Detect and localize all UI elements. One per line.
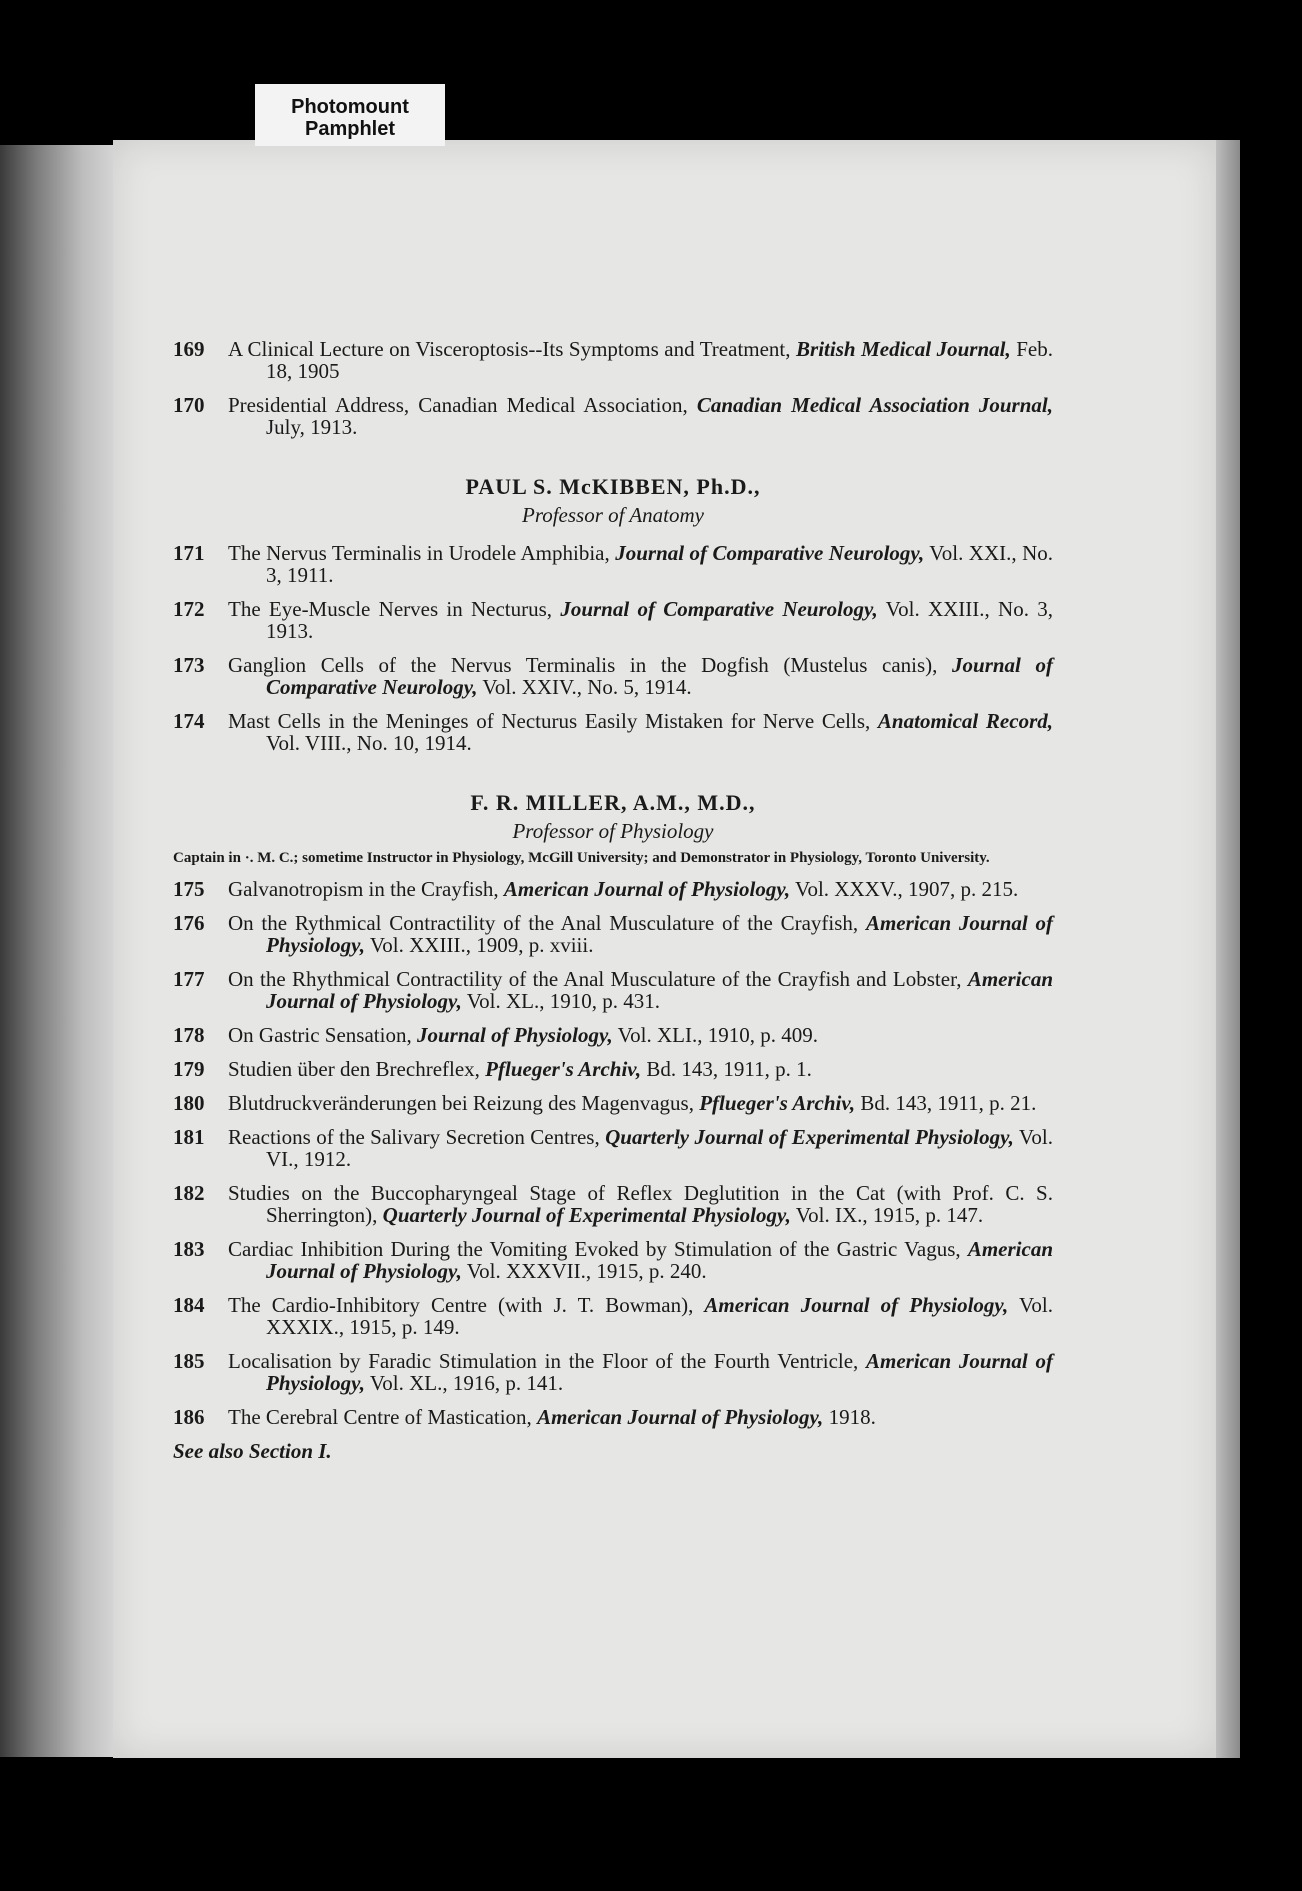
entry-title: Reactions of the Salivary Secretion Centres, [228, 1125, 606, 1149]
author-heading-miller: F. R. MILLER, A.M., M.D., [470, 790, 756, 815]
photomount-label [255, 84, 445, 146]
entry-text [228, 598, 1053, 642]
entry-number: 177 [173, 967, 205, 991]
entry-text [228, 542, 1053, 586]
entry-journal: American Journal of Physiology, [503, 877, 791, 901]
entry-number: 185 [173, 1349, 205, 1373]
entry-text [228, 912, 1053, 956]
entry-number: 172 [173, 597, 205, 621]
entry-journal: American Journal of Physiology, [537, 1405, 824, 1429]
entry-journal: Quarterly Journal of Experimental Physiology, [382, 1203, 791, 1227]
entry-title: Blutdruckveränderungen bei Reizung des Magenvagus, [228, 1091, 700, 1115]
label-line-2: Pamphlet [304, 118, 396, 140]
entry-journal: Canadian Medical Association Journal, [696, 393, 1053, 417]
entry-text [228, 1406, 1053, 1428]
entry-text [228, 1350, 1053, 1394]
entry-title: Cardiac Inhibition During the Vomiting Evoked by Stimulation of the Gastric Vagus, [228, 1237, 968, 1261]
entry-citation: Feb. 18, 1905 [266, 337, 1054, 383]
entry-text [228, 710, 1053, 754]
publication-entry [173, 1126, 1053, 1170]
entry-text [228, 1294, 1053, 1338]
publication-list [173, 338, 1053, 1462]
entry-journal: Pflueger's Archiv, [699, 1091, 856, 1115]
publication-entry [173, 542, 1053, 586]
publication-entry [173, 1182, 1053, 1226]
entry-title: On Gastric Sensation, [228, 1023, 417, 1047]
publication-entry [173, 710, 1053, 754]
entries-mckibben [173, 542, 1053, 754]
publication-entry [173, 1238, 1053, 1282]
entry-text [228, 1092, 1053, 1114]
entry-journal: Journal of Comparative Neurology, [560, 597, 878, 621]
publication-entry [173, 912, 1053, 956]
entry-number: 178 [173, 1023, 205, 1047]
publication-entry [173, 338, 1053, 382]
publication-entry [173, 1406, 1053, 1428]
entry-title: The Eye-Muscle Nerves in Necturus, [228, 597, 561, 621]
publication-entry [173, 654, 1053, 698]
entry-title: On the Rythmical Contractility of the Anal Musculature of the Crayfish, [228, 911, 866, 935]
entry-text [228, 968, 1053, 1012]
entry-journal: American Journal of Physiology, [266, 1349, 1053, 1395]
entry-journal: American Journal of Physiology, [266, 967, 1053, 1013]
entry-number: 169 [173, 337, 205, 361]
entry-title: Ganglion Cells of the Nervus Terminalis in the Dogfish (Mustelus canis), [228, 653, 953, 677]
see-also-note: See also Section I. [173, 1439, 332, 1463]
entry-citation: Vol. XXIII., No. 3, 1913. [266, 597, 1053, 643]
entry-citation: Vol. XXXIX., 1915, p. 149. [266, 1293, 1053, 1339]
entry-journal: American Journal of Physiology, [704, 1293, 1009, 1317]
entry-title: Mast Cells in the Meninges of Necturus Easily Mistaken for Nerve Cells, [228, 709, 878, 733]
entry-citation: Vol. IX., 1915, p. 147. [790, 1203, 984, 1227]
left-page-edge [0, 145, 118, 1757]
entry-citation: Vol. XL., 1910, p. 431. [461, 989, 660, 1013]
entry-journal: Journal of Physiology, [416, 1023, 613, 1047]
entry-journal: Anatomical Record, [877, 709, 1053, 733]
author-title-miller: Professor of Physiology [512, 819, 714, 843]
entry-journal: British Medical Journal, [796, 337, 1011, 361]
publication-entry [173, 968, 1053, 1012]
entry-citation: Vol. XL., 1916, p. 141. [364, 1371, 564, 1395]
entry-text [228, 1182, 1053, 1226]
publication-entry [173, 1058, 1053, 1080]
entry-text [228, 338, 1053, 382]
entry-number: 171 [173, 541, 205, 565]
publication-entry [173, 1092, 1053, 1114]
entry-journal: Quarterly Journal of Experimental Physiology, [605, 1125, 1014, 1149]
entry-number: 186 [173, 1405, 205, 1429]
publication-entry [173, 394, 1053, 438]
entry-number: 184 [173, 1293, 205, 1317]
entry-number: 176 [173, 911, 205, 935]
entry-number: 174 [173, 709, 205, 733]
right-page-edge [1216, 140, 1240, 1758]
entry-title: The Cardio-Inhibitory Centre (with J. T. Bowman), [228, 1293, 705, 1317]
entry-citation: Vol. VI., 1912. [266, 1125, 1053, 1171]
entry-title: Localisation by Faradic Stimulation in the Floor of the Fourth Ventricle, [228, 1349, 867, 1373]
entry-number: 173 [173, 653, 205, 677]
entry-title: A Clinical Lecture on Visceroptosis--Its Symptoms and Treatment, [228, 337, 797, 361]
entry-citation: July, 1913. [266, 415, 358, 439]
entry-number: 175 [173, 877, 205, 901]
entry-journal: Pflueger's Archiv, [485, 1057, 642, 1081]
entry-title: On the Rhythmical Contractility of the Anal Musculature of the Crayfish and Lobster, [228, 967, 968, 991]
entry-text [228, 654, 1053, 698]
entry-text [228, 1024, 1053, 1046]
publication-entry [173, 1350, 1053, 1394]
author-title-mckibben: Professor of Anatomy [522, 503, 704, 527]
entry-title: Galvanotropism in the Crayfish, [228, 877, 504, 901]
entry-text [228, 878, 1053, 900]
entry-citation: Vol. XXI., No. 3, 1911. [266, 541, 1054, 587]
entry-number: 179 [173, 1057, 205, 1081]
entry-citation: Vol. XXIV., No. 5, 1914. [477, 675, 692, 699]
entry-journal: Journal of Comparative Neurology, [266, 653, 1054, 699]
entry-journal: Journal of Comparative Neurology, [615, 541, 925, 565]
entry-title: Studien über den Brechreflex, [228, 1057, 486, 1081]
entry-text [228, 1238, 1053, 1282]
entry-citation: Vol. XLI., 1910, p. 409. [612, 1023, 818, 1047]
entry-journal: American Journal of Physiology, [266, 911, 1053, 957]
entries-miller [173, 878, 1053, 1428]
entry-number: 170 [173, 393, 205, 417]
entries-top [173, 338, 1053, 438]
entry-number: 182 [173, 1181, 205, 1205]
entry-number: 183 [173, 1237, 205, 1261]
entry-citation: Bd. 143, 1911, p. 21. [855, 1091, 1037, 1115]
entry-text [228, 1126, 1053, 1170]
entry-citation: Vol. XXIII., 1909, p. xviii. [364, 933, 594, 957]
author-note-miller: Captain in ·. M. C.; sometime Instructor in Physiology, McGill University; and Demonstrator in Physiology, Toronto University. [173, 850, 990, 866]
entry-citation: Vol. XXXVII., 1915, p. 240. [461, 1259, 707, 1283]
entry-text [228, 394, 1053, 438]
publication-entry [173, 598, 1053, 642]
entry-title: Presidential Address, Canadian Medical Association, [228, 393, 697, 417]
entry-citation: 1918. [823, 1405, 876, 1429]
entry-number: 180 [173, 1091, 205, 1115]
entry-citation: Vol. VIII., No. 10, 1914. [266, 731, 472, 755]
entry-title: The Cerebral Centre of Mastication, [228, 1405, 538, 1429]
entry-journal: American Journal of Physiology, [266, 1237, 1053, 1283]
entry-title: The Nervus Terminalis in Urodele Amphibia, [228, 541, 616, 565]
publication-entry [173, 878, 1053, 900]
entry-number: 181 [173, 1125, 205, 1149]
entry-title: Studies on the Buccopharyngeal Stage of Reflex Deglutition in the Cat (with Prof. C. S. Sherrington), [228, 1181, 1053, 1227]
publication-entry [173, 1294, 1053, 1338]
entry-citation: Bd. 143, 1911, p. 1. [641, 1057, 812, 1081]
entry-citation: Vol. XXXV., 1907, p. 215. [790, 877, 1019, 901]
author-heading-mckibben: PAUL S. McKIBBEN, Ph.D., [465, 474, 761, 499]
entry-text [228, 1058, 1053, 1080]
label-line-1: Photomount [291, 96, 409, 118]
publication-entry [173, 1024, 1053, 1046]
